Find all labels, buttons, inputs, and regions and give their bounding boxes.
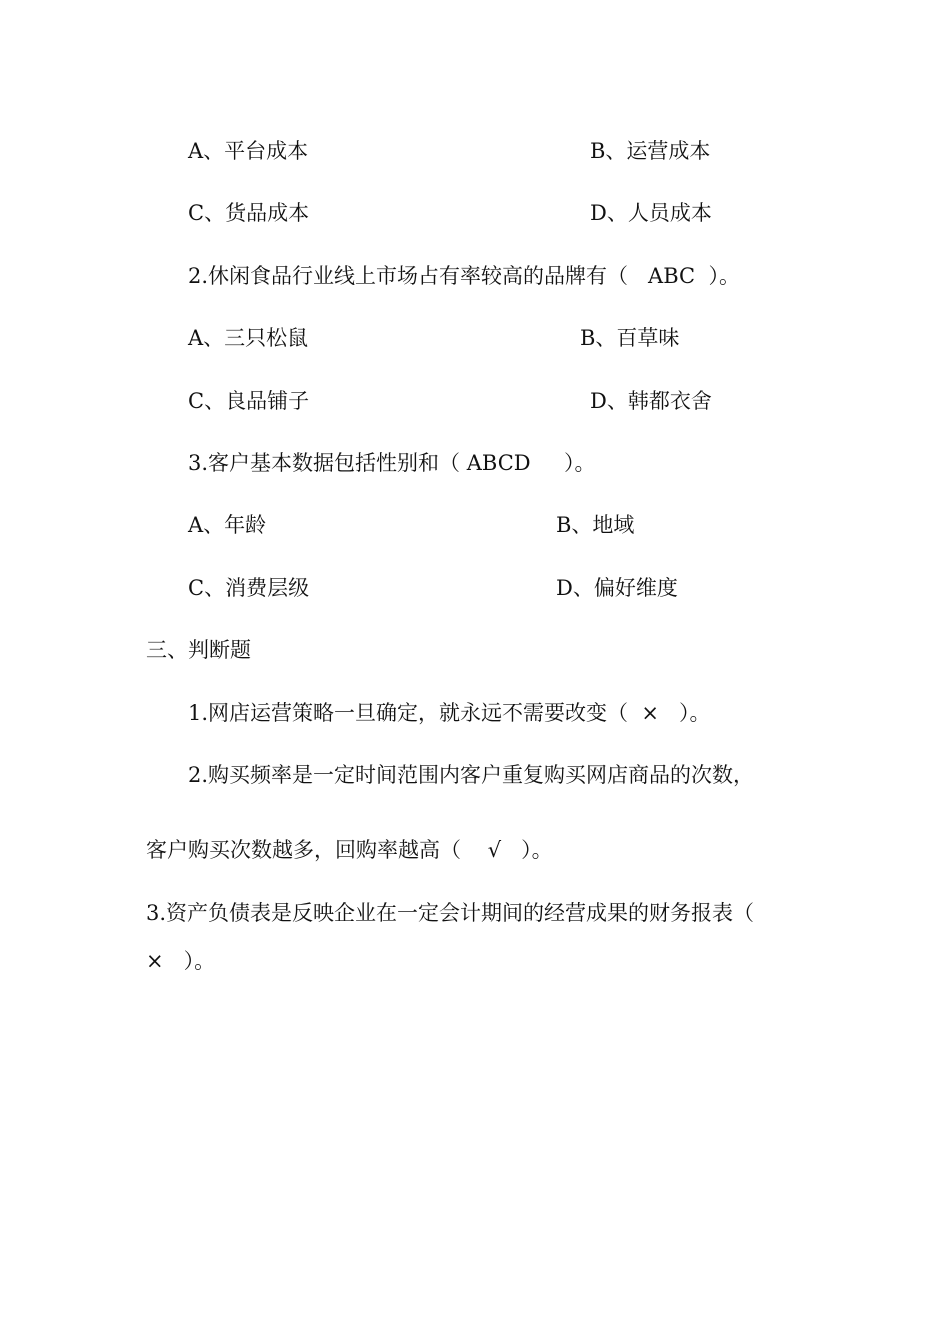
q1-option-b: B、运营成本 bbox=[590, 139, 711, 163]
tf-question-2-line-2: 客户购买次数越多，回购率越高（ √ ）。 bbox=[146, 838, 553, 862]
q1-option-c: C、货品成本 bbox=[188, 201, 310, 225]
q3-option-b: B、地域 bbox=[556, 513, 635, 537]
q1-option-d: D、人员成本 bbox=[590, 201, 712, 225]
q2-option-d: D、韩都衣舍 bbox=[590, 389, 712, 413]
q2-stem: 2.休闲食品行业线上市场占有率较高的品牌有（ ABC ）。 bbox=[188, 264, 740, 288]
q2-option-b: B、百草味 bbox=[580, 326, 680, 350]
q3-option-a: A、年龄 bbox=[188, 513, 267, 537]
q2-option-c: C、良品铺子 bbox=[188, 389, 310, 413]
section-heading: 三、判断题 bbox=[146, 638, 251, 662]
tf-question-3-line-1: 3.资产负债表是反映企业在一定会计期间的经营成果的财务报表（ bbox=[146, 901, 755, 925]
tf-question-3-line-2: × ）。 bbox=[146, 949, 216, 973]
q1-option-a: A、平台成本 bbox=[188, 139, 309, 163]
q2-option-a: A、三只松鼠 bbox=[188, 326, 309, 350]
q3-stem: 3.客户基本数据包括性别和（ ABCD ）。 bbox=[188, 451, 596, 475]
tf-question-2-line-1: 2.购买频率是一定时间范围内客户重复购买网店商品的次数， bbox=[188, 763, 755, 787]
q3-option-c: C、消费层级 bbox=[188, 576, 310, 600]
tf-question-1: 1.网店运营策略一旦确定，就永远不需要改变（ × ）。 bbox=[188, 701, 711, 725]
q3-option-d: D、偏好维度 bbox=[556, 576, 678, 600]
